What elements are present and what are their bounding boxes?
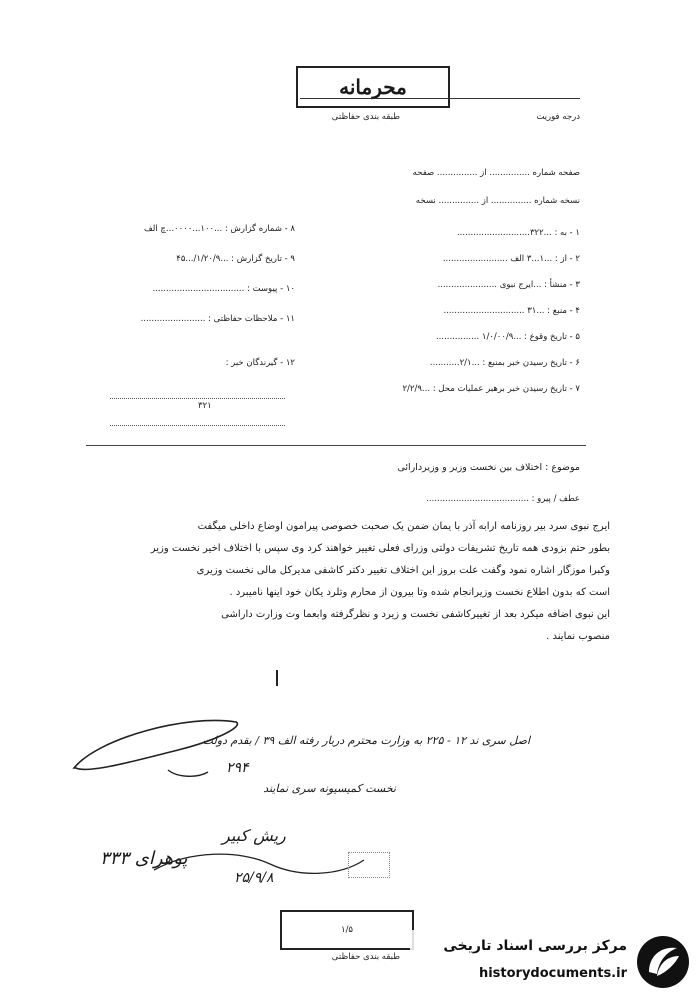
field-recipients: ۱۲ - گیرندگان خبر : bbox=[225, 358, 295, 368]
body-line: این نبوی اضافه میکرد بعد از تغییرکاشفی نخست و زیرد و نظرگرفته وابعما وت وزارت داراشی bbox=[221, 609, 610, 620]
classification-label: طبقه بندی حفاظتی bbox=[331, 112, 400, 122]
section-separator bbox=[86, 445, 586, 446]
end-mark bbox=[276, 670, 278, 686]
body-line: ایرج نبوی سرد بیر روزنامه ارابه آذر با یمان ضمن یک صحبت خصوصی پیرامون اوضاع داخلی میگفت bbox=[197, 521, 610, 532]
copy-number-line: نسخه شماره ............... از ............... نسخه bbox=[415, 196, 580, 206]
faint-stamp-mark bbox=[348, 852, 390, 878]
field-source: ۴ - منبع : ...۳۱ .............................. bbox=[443, 306, 580, 316]
field-report-date: ۹ - تاریخ گزارش : ...۱/۲۰/۹/...۴۵ bbox=[176, 254, 295, 264]
field-report-number: ۸ - شماره گزارش : ...۱۰۰...۰۰۰۰...چ الف bbox=[143, 224, 295, 234]
recipients-rule-1 bbox=[110, 398, 285, 399]
handwritten-note-1: اصل سری ند ۱۲ - ۲۲۵ به وزارت محترم دربار رفته الف ۳۹ / بقدم دولت bbox=[202, 734, 530, 747]
subject-line: موضوع : اختلاف بین نخست وزیر و وزیردارائی bbox=[397, 462, 580, 473]
handwritten-note-2: نخست کمیسیونه سری نمایند bbox=[263, 782, 396, 795]
field-security-notes: ۱۱ - ملاحظات حفاظتی : ........................ bbox=[140, 314, 295, 324]
body-line: منصوب نمایند . bbox=[546, 631, 610, 642]
page-number-line: صفحه شماره ............... از ............... صفحه bbox=[412, 168, 580, 178]
handwritten-loop-mark bbox=[68, 708, 243, 788]
signature-date: ۲۵/۹/۸ bbox=[234, 870, 274, 886]
field-from: ۲ - از : ...۱...۳ الف ........................ bbox=[442, 254, 580, 264]
field-event-date: ۵ - تاریخ وقوع : ...۱/۰/۰۰/۹ ................ bbox=[435, 332, 580, 342]
footer-stamp bbox=[280, 910, 414, 950]
reference-line: عطف / پیرو : ...................................... bbox=[426, 494, 580, 504]
header-rule bbox=[300, 98, 580, 99]
classification-stamp-text: محرمانه bbox=[339, 75, 407, 99]
archive-logo-icon bbox=[635, 934, 691, 990]
signature-code: ۳۳۳ پوهرای bbox=[100, 848, 188, 869]
footer-classification-label: طبقه بندی حفاظتی bbox=[331, 952, 400, 962]
field-origin: ۳ - منشأ : ...ایرج نبوی ...................... bbox=[437, 280, 580, 290]
watermark bbox=[410, 930, 695, 994]
classification-stamp bbox=[296, 66, 450, 108]
right-fields bbox=[330, 220, 580, 402]
left-fields bbox=[90, 214, 295, 378]
body-line: بطور حتم بزودی همه تاریخ تشریفات دولتی وزرای فعلی تغییر خواهند کرد وی سپس با اختلاف اخیر نخست وزیر bbox=[150, 543, 610, 554]
field-local-receipt-date: ۷ - تاریخ رسیدن خبر برهبر عملیات محل : ...۲/۲/۹ bbox=[402, 384, 580, 394]
field-source-receipt-date: ۶ - تاریخ رسیدن خبر بمنبع : ...۲/۱........... bbox=[429, 358, 580, 368]
footer-stamp-text: ۱/۵ bbox=[341, 925, 353, 935]
signature-name: ریش کبیر bbox=[222, 826, 286, 845]
report-body bbox=[100, 516, 610, 648]
handwritten-note-number: ۲۹۴ bbox=[226, 760, 249, 776]
body-line: وکبرا موزگار اشاره نمود وگفت علت بروز این اختلاف تغییر دکتر کاشفی مدیرکل مالی نخست وزیری bbox=[196, 565, 610, 576]
field-attachment: ۱۰ - پیوست : .................................. bbox=[152, 284, 295, 294]
body-line: است که بدون اطلاع نخست وزیرانجام شده وتا بیرون از محارم وتلرد یکان خود اینها نامیبرد . bbox=[229, 587, 610, 598]
urgency-label: درجه فوریت bbox=[536, 112, 580, 122]
recipients-rule-2 bbox=[110, 425, 285, 426]
watermark-title: مرکز بررسی اسناد تاریخی bbox=[443, 938, 627, 954]
recipients-number: ۳۲۱ bbox=[198, 401, 212, 411]
signature-flourish bbox=[150, 840, 370, 890]
field-to: ۱ - به : ...۳۲۲........................... bbox=[456, 228, 580, 238]
watermark-url: historydocuments.ir bbox=[478, 966, 627, 981]
